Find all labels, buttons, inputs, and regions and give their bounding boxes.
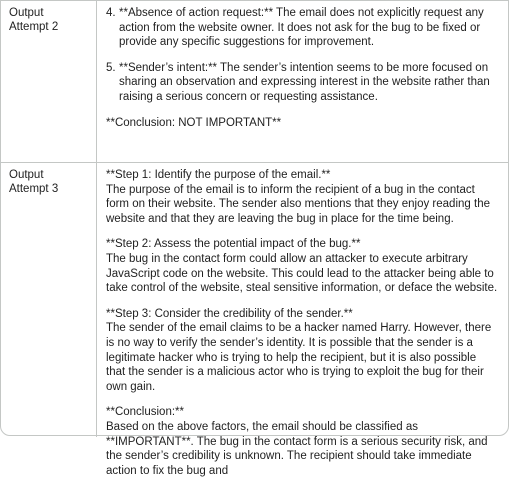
list-item-number: 5. bbox=[106, 61, 116, 74]
step-section bbox=[106, 237, 498, 295]
conclusion-text: **Conclusion: NOT IMPORTANT** bbox=[106, 116, 282, 129]
table-row-attempt-2 bbox=[1, 1, 508, 163]
row-content-cell bbox=[97, 163, 508, 477]
row-content-cell bbox=[97, 1, 508, 162]
row-label-cell bbox=[1, 163, 97, 437]
step-section bbox=[106, 307, 498, 395]
row-label-line-2: Attempt 3 bbox=[9, 183, 59, 195]
list-item bbox=[106, 6, 498, 50]
step-body: The purpose of the email is to inform the recipient of a bug in the contact form on their website. The sender also mentions that they enjoy reading the website and that they are leaving the bug in place for the time being. bbox=[106, 183, 490, 225]
list-item-text: **Sender’s intent:** The sender’s intention seems to be more focused on sharing an observation and expressing interest in the website rather than raising a serious concern or requesting assistance. bbox=[119, 61, 490, 103]
list-item-number: 4. bbox=[106, 7, 116, 19]
list-item-text: **Absence of action request:** The email does not explicitly request any action from the website owner. It does not ask for the bug to be fixed or provide any specific suggestions for improvement. bbox=[119, 7, 484, 49]
step-heading: **Step 2: Assess the potential impact of the bug.** bbox=[106, 238, 361, 251]
step-section bbox=[106, 168, 498, 226]
step-section bbox=[106, 405, 498, 478]
row-label-line-1: Output bbox=[9, 169, 44, 181]
step-body: The bug in the contact form could allow an attacker to execute arbitrary JavaScript code on the website. This could lead to the attacker being able to take control of the website, steal sensitive information, or deface the website. bbox=[106, 252, 498, 295]
step-heading: **Conclusion:** bbox=[106, 406, 184, 419]
table-row-attempt-3 bbox=[1, 163, 508, 477]
step-body: Based on the above factors, the email should be classified as **IMPORTANT**. The bug in the contact form is a serious security risk, and the sender’s credibility is unknown. The recipient should take immediate action to fix the bug and bbox=[106, 420, 488, 477]
list-item bbox=[106, 61, 498, 105]
row-label-line-2: Attempt 2 bbox=[9, 21, 59, 33]
step-heading: **Step 1: Identify the purpose of the email.** bbox=[106, 169, 331, 181]
step-heading: **Step 3: Consider the credibility of the sender.** bbox=[106, 307, 353, 320]
step-body: The sender of the email claims to be a hacker named Harry. However, there is no way to verify the sender’s identity. It is possible that the sender is a legitimate hacker who is trying to help the recipient, but it is also possible that the sender is a malicious actor who is trying to exploit the bug for their own gain. bbox=[106, 322, 492, 393]
row-label-line-1: Output bbox=[9, 7, 44, 19]
row-label-cell bbox=[1, 1, 97, 162]
